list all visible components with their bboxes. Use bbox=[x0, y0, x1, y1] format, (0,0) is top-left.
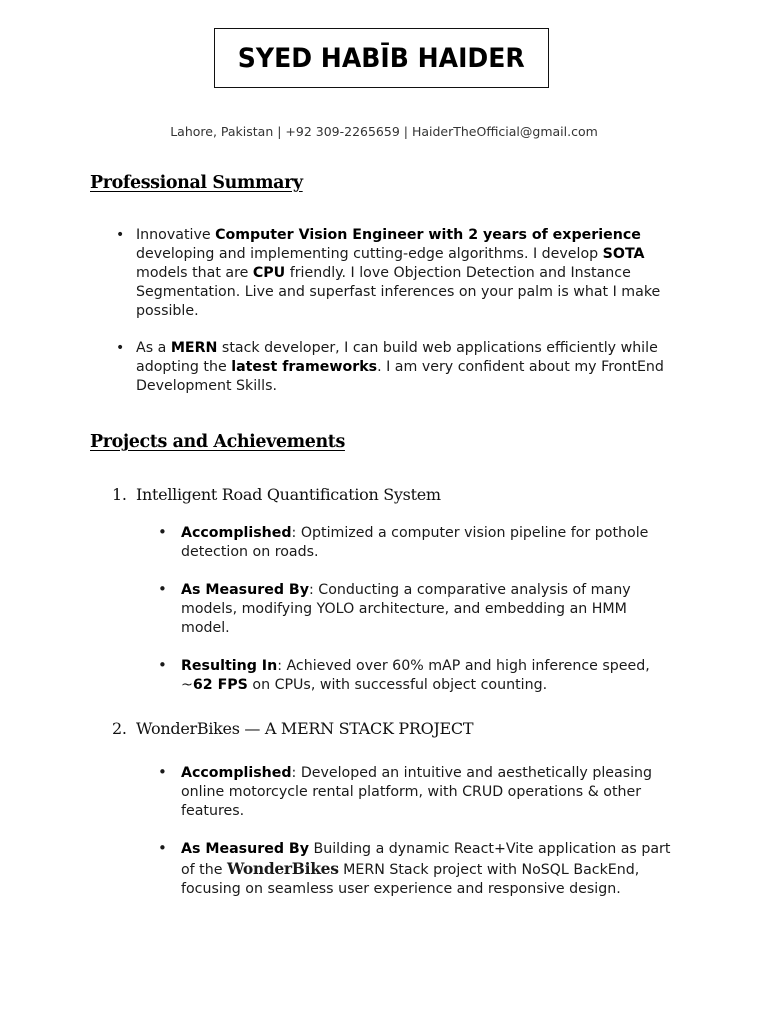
name-box bbox=[214, 28, 549, 88]
text: : Optimized a computer vision pipeline for pothole detection on roads. bbox=[181, 525, 649, 560]
summary-text: models that are bbox=[136, 265, 253, 281]
summary-text: developing and implementing cutting-edge algorithms. I develop bbox=[136, 246, 603, 262]
summary-bold: MERN bbox=[170, 340, 218, 356]
project-2-accomplished bbox=[157, 764, 677, 821]
brand-name: WonderBikes bbox=[226, 859, 339, 878]
summary-bold: SOTA bbox=[602, 246, 645, 262]
text: : Developed an intuitive and aesthetically pleasing online motorcycle rental platform, with CRUD operations & other features. bbox=[181, 765, 653, 819]
label: As Measured By bbox=[181, 582, 309, 598]
project-2-title bbox=[112, 719, 473, 738]
text: MERN Stack project with NoSQL BackEnd, focusing on seamless user experience and responsive design. bbox=[181, 862, 640, 897]
summary-text: friendly. I love Objection Detection and Instance Segmentation. Live and superfast inferences on your palm is what I make possible. bbox=[136, 265, 661, 319]
label: Accomplished bbox=[181, 765, 292, 781]
text: on CPUs, with successful object counting. bbox=[247, 677, 548, 693]
summary-text: . I am very confident about my FrontEnd Development Skills. bbox=[136, 359, 664, 394]
bullet-icon: • bbox=[116, 227, 125, 243]
project-number: 1. bbox=[112, 485, 127, 504]
label: Resulting In bbox=[181, 658, 278, 674]
project-1-list bbox=[157, 524, 677, 695]
bullet-icon: • bbox=[158, 580, 167, 598]
candidate-name: SYED HABĪB HAIDER bbox=[238, 42, 525, 74]
summary-list bbox=[112, 226, 672, 396]
label: As Measured By bbox=[181, 841, 309, 857]
bullet-icon: • bbox=[116, 340, 125, 356]
summary-bold: CPU bbox=[252, 265, 286, 281]
project-1-resulting-in bbox=[157, 657, 677, 695]
project-title-text: Intelligent Road Quantification System bbox=[136, 485, 441, 504]
project-number: 2. bbox=[112, 719, 127, 738]
project-2-list bbox=[157, 764, 677, 899]
project-1-title bbox=[112, 485, 441, 504]
label: Accomplished bbox=[181, 525, 292, 541]
summary-bullet-mern bbox=[112, 339, 672, 396]
bullet-icon: • bbox=[158, 523, 167, 541]
bullet-icon: • bbox=[158, 839, 167, 857]
projects-heading: Projects and Achievements bbox=[90, 432, 345, 452]
summary-text: As a bbox=[136, 340, 171, 356]
summary-text: Innovative bbox=[136, 227, 216, 243]
project-1-accomplished bbox=[157, 524, 677, 562]
summary-bold: latest frameworks bbox=[231, 359, 378, 375]
text: Building a dynamic React+Vite application as part of the bbox=[181, 841, 671, 878]
project-2-measured-by bbox=[157, 840, 677, 899]
summary-bold: Computer Vision Engineer with 2 years of experience bbox=[215, 227, 641, 243]
text: : Conducting a comparative analysis of many models, modifying YOLO architecture, and embedding an HMM model. bbox=[181, 582, 631, 636]
contact-line: Lahore, Pakistan | +92 309-2265659 | HaiderTheOfficial@gmail.com bbox=[170, 124, 598, 139]
project-1-measured-by bbox=[157, 581, 677, 638]
summary-bullet-cv bbox=[112, 226, 672, 321]
project-title-text: WonderBikes — A MERN STACK PROJECT bbox=[136, 719, 474, 738]
text: : Achieved over 60% mAP and high inference speed, ~ bbox=[181, 658, 650, 693]
bold-text: 62 FPS bbox=[192, 677, 248, 693]
bullet-icon: • bbox=[158, 763, 167, 781]
summary-heading: Professional Summary bbox=[90, 173, 303, 193]
summary-text: stack developer, I can build web applications efficiently while adopting the bbox=[136, 340, 658, 375]
bullet-icon: • bbox=[158, 656, 167, 674]
